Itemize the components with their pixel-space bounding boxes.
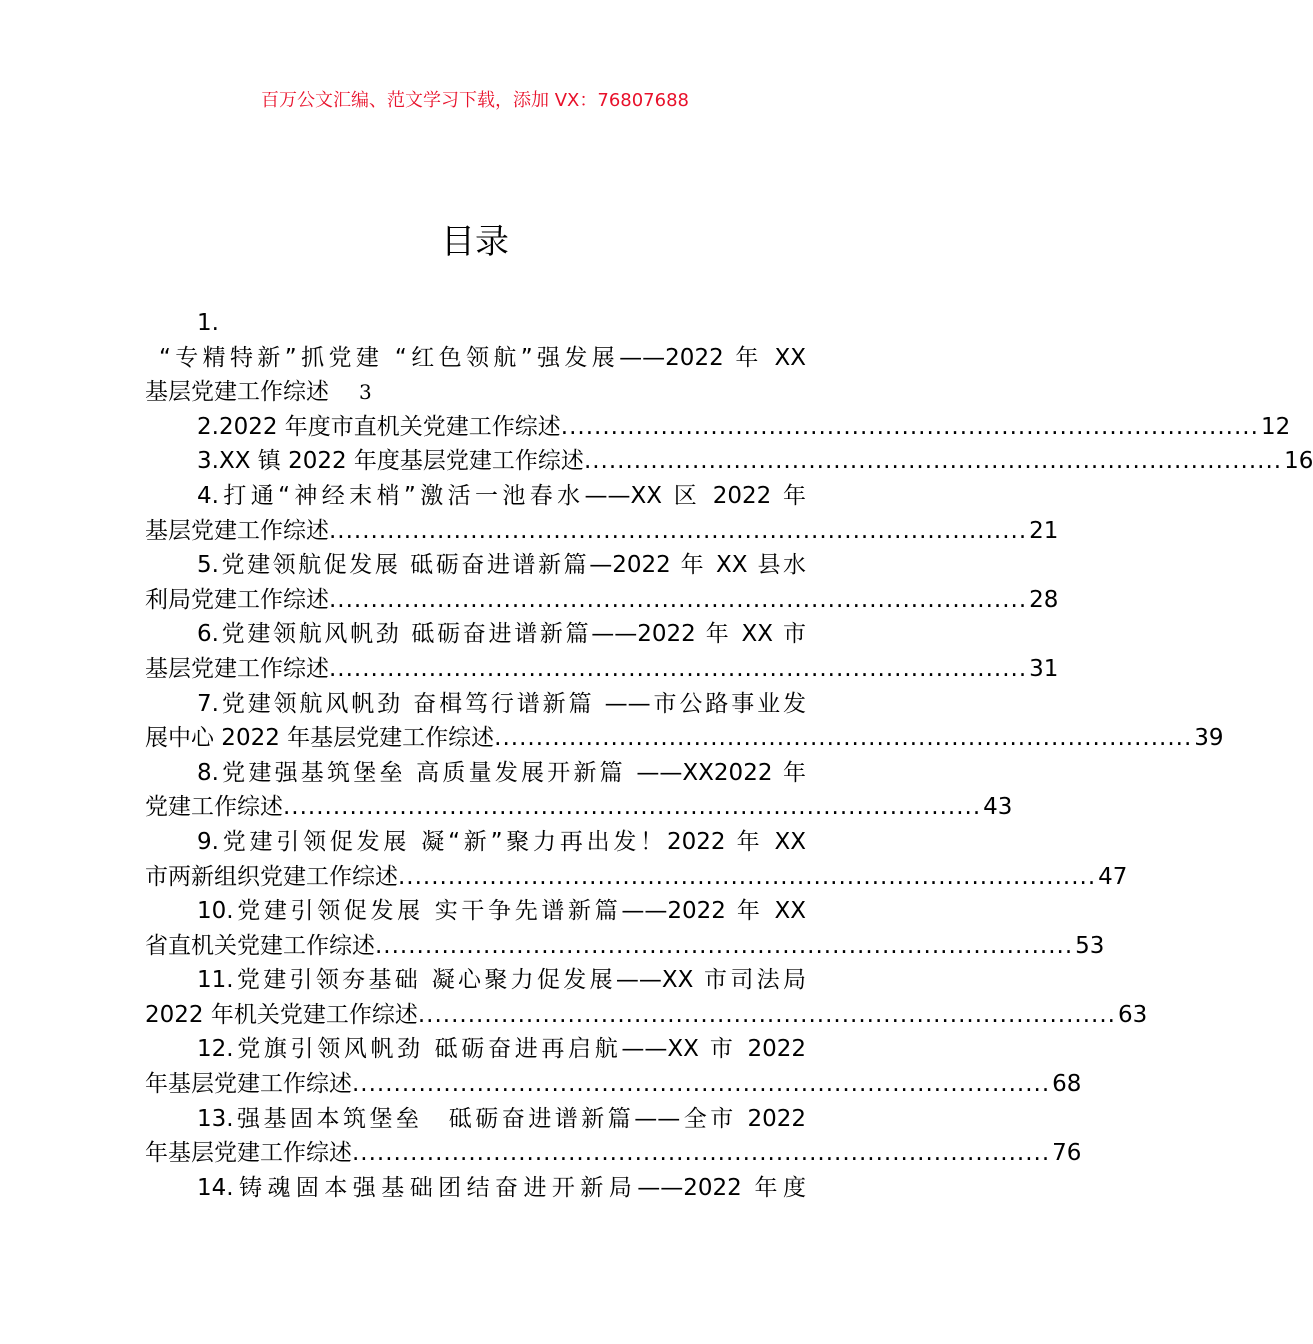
toc-entry-page: 76 — [1052, 1140, 1082, 1167]
toc-entry[interactable] — [145, 825, 1128, 894]
toc-entry-title: 8.党建强基筑堡垒 高质量发展开新篇 ——XX2022 年 — [197, 759, 806, 786]
toc-entry-page: 3 — [359, 380, 372, 405]
toc-entry[interactable] — [145, 479, 1059, 548]
toc-entry[interactable] — [145, 687, 1224, 756]
toc-entry-title: 10.党建引领促发展 实干争先谱新篇——2022 年 XX — [197, 898, 806, 925]
toc-entry-title: 9.党建引领促发展 凝“新”聚力再出发！2022 年 XX — [197, 828, 806, 855]
toc-entry-title: 4.打通“神经末梢”激活一池春水——XX 区 2022 年 — [197, 482, 806, 509]
toc-entry-title: 5.党建领航促发展 砥砺奋进谱新篇—2022 年 XX 县水 — [197, 552, 806, 579]
toc-entry-line: 2.2022 年度市直机关党建工作综述 .................................................................................... 12 — [145, 410, 806, 445]
toc-entry-line: 基层党建工作综述 .................................................................................... 21 — [145, 514, 806, 549]
toc-entry[interactable] — [145, 306, 806, 410]
toc-entry-page: 53 — [1075, 932, 1105, 959]
toc-entry[interactable] — [145, 1032, 1082, 1101]
toc-entry-title: 2.2022 年度市直机关党建工作综述 — [197, 413, 561, 440]
toc-entry-page: 31 — [1029, 655, 1059, 682]
toc-entry-page: 68 — [1052, 1071, 1082, 1098]
toc-entry-page: 16 — [1284, 448, 1313, 475]
toc-entry-line: 年基层党建工作综述 .................................................................................... 76 — [145, 1136, 806, 1171]
toc-entry-page: 39 — [1194, 725, 1224, 752]
toc-entry-title: 11.党建引领夯基础 凝心聚力促发展——XX 市司法局 — [197, 967, 806, 994]
toc-entry[interactable] — [145, 963, 1148, 1032]
toc-entry[interactable] — [145, 756, 1013, 825]
toc-entry-line: 基层党建工作综述 .................................................................................... 31 — [145, 652, 806, 687]
toc-entry[interactable] — [145, 410, 1291, 445]
toc-entry[interactable] — [145, 1171, 806, 1206]
toc-entry-title: 3.XX 镇 2022 年度基层党建工作综述 — [197, 448, 584, 475]
toc-entry-line: 利局党建工作综述 .................................................................................... 28 — [145, 583, 806, 618]
toc-entry-line: 省直机关党建工作综述 .................................................................................... 53 — [145, 929, 806, 964]
page-title: 目录 — [441, 222, 509, 262]
toc-entry[interactable] — [145, 444, 1313, 479]
toc-entry-page: 43 — [983, 794, 1013, 821]
toc-entry-title: 13.强基固本筑堡垒 砥砺奋进谱新篇——全市 2022 — [197, 1105, 806, 1132]
toc-entry-page: 28 — [1029, 586, 1059, 613]
toc-entry-line: 市两新组织党建工作综述 .................................................................................... 47 — [145, 860, 806, 895]
toc-entry-title: 14.铸魂固本强基础团结奋进开新局——2022 年度 — [197, 1174, 806, 1201]
toc-entry-line: 3.XX 镇 2022 年度基层党建工作综述 .................................................................................... 16 — [145, 444, 806, 479]
table-of-contents — [145, 306, 1313, 1205]
toc-entry[interactable] — [145, 894, 1105, 963]
toc-entry-title: 7.党建领航风帆劲 奋楫笃行谱新篇 ——市公路事业发 — [197, 690, 806, 717]
toc-entry-line: 党建工作综述 .................................................................................... 43 — [145, 790, 806, 825]
toc-entry-title: “专精特新”抓党建 “红色领航”强发展——2022 年 XX — [159, 344, 806, 371]
toc-entry-title: 6.党建领航风帆劲 砥砺奋进谱新篇——2022 年 XX 市 — [197, 621, 807, 648]
header-banner: 百万公文汇编、范文学习下载，添加 VX：76807688 — [261, 90, 689, 111]
toc-entry-title-cont: 基层党建工作综述 3 — [145, 379, 372, 406]
toc-entry-title: 12.党旗引领风帆劲 砥砺奋进再启航——XX 市 2022 — [197, 1036, 806, 1063]
toc-entry-page: 47 — [1098, 863, 1128, 890]
toc-entry[interactable] — [145, 548, 1059, 617]
toc-entry-page: 21 — [1029, 517, 1059, 544]
toc-entry-page: 12 — [1260, 413, 1291, 440]
toc-entry-number: 1. — [197, 310, 219, 336]
toc-entry-line: 展中心 2022 年基层党建工作综述 .................................................................................... 39 — [145, 721, 806, 756]
toc-entry[interactable] — [145, 1102, 1082, 1171]
toc-entry-line: 2022 年机关党建工作综述 .................................................................................... 63 — [145, 998, 806, 1033]
toc-entry-line: 年基层党建工作综述 .................................................................................... 68 — [145, 1067, 806, 1102]
toc-entry[interactable] — [145, 617, 1059, 686]
toc-entry-page: 63 — [1118, 1001, 1148, 1028]
